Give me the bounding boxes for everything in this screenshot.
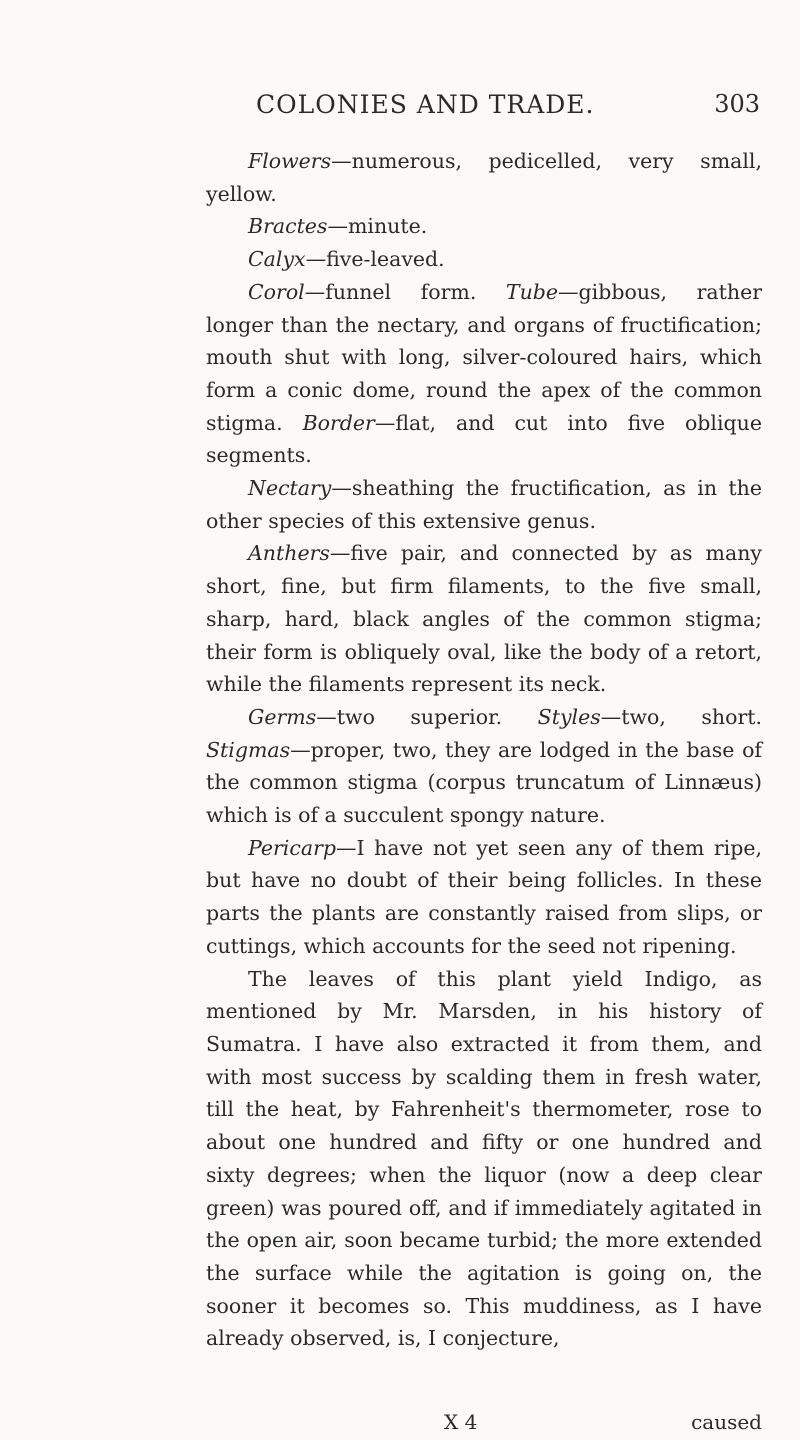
description: —sheathing the fructification, as in the other species of this extensive genus. — [206, 476, 762, 533]
paragraph-indigo — [206, 963, 762, 1355]
term: Border — [302, 410, 375, 435]
paragraph-pericarp — [206, 832, 762, 963]
description: —gibbous, rather longer than the nectary, and organs of fructification; mouth shut with long, silver-coloured hairs, which form a conic dome, round the apex of the common stigma. — [206, 279, 762, 435]
paragraph-anthers — [206, 537, 762, 701]
term: Stigmas — [206, 737, 291, 762]
term: Flowers — [248, 149, 332, 173]
term: Styles — [537, 704, 601, 729]
term: Germs — [248, 704, 317, 729]
page-header — [240, 90, 760, 126]
paragraph-nectary — [206, 472, 762, 537]
paragraph-calyx — [206, 243, 762, 276]
description: —I have not yet seen any of them ripe, but have no doubt of their being follicles. In these parts the plants are constantly raised from slips, or cuttings, which accounts for the seed not ripening. — [206, 835, 762, 958]
description: —funnel form. — [304, 279, 506, 304]
page-footer — [206, 1410, 762, 1440]
term: Tube — [505, 279, 559, 304]
description: —five-leaved. — [305, 247, 445, 272]
description: —proper, two, they are lodged in the base of the common stigma (corpus truncatum of Linnæus) which is of a succulent spongy nature. — [206, 737, 762, 828]
page-number: 303 — [714, 90, 760, 118]
paragraph-corol — [206, 276, 762, 472]
description: —numerous, pedicelled, very small, yellow. — [206, 149, 762, 206]
paragraph-germs — [206, 701, 762, 832]
description: —flat, and cut into five oblique segments. — [206, 410, 762, 468]
description: —five pair, and connected by as many short, fine, but firm filaments, to the five small, sharp, hard, black angles of the common stigma; their form is obliquely oval, like the body of a retort, while the filaments represent its neck. — [206, 541, 762, 697]
catchword: caused — [691, 1410, 762, 1434]
term: Anthers — [248, 541, 330, 566]
term: Nectary — [248, 476, 332, 501]
term: Bractes — [248, 214, 328, 239]
running-title: COLONIES AND TRADE. — [256, 90, 595, 119]
description: —two, short. — [600, 704, 762, 729]
description: —two superior. — [316, 704, 538, 729]
description: —minute. — [327, 214, 428, 239]
paragraph-flowers — [206, 145, 762, 210]
description: The leaves of this plant yield Indigo, as mentioned by Mr. Marsden, in his history of Sumatra. I have also extracted it from them, and with most success by scalding them in fresh water, till the heat, by Fahrenheit's thermometer, rose to about one hundred and fifty or one hundred and sixty degrees; when the liquor (now a deep clear green) was poured off, and if immediately agitated in the open air, soon became turbid; the more extended the surface while the agitation is going on, the sooner it becomes so. This muddiness, as I have already observed, is, I conjecture, — [206, 966, 762, 1351]
body-text — [206, 145, 762, 1355]
term: Pericarp — [248, 835, 336, 860]
signature-mark: X 4 — [444, 1410, 478, 1434]
paragraph-bractes — [206, 210, 762, 243]
term: Calyx — [248, 247, 306, 272]
term: Corol — [248, 279, 305, 304]
